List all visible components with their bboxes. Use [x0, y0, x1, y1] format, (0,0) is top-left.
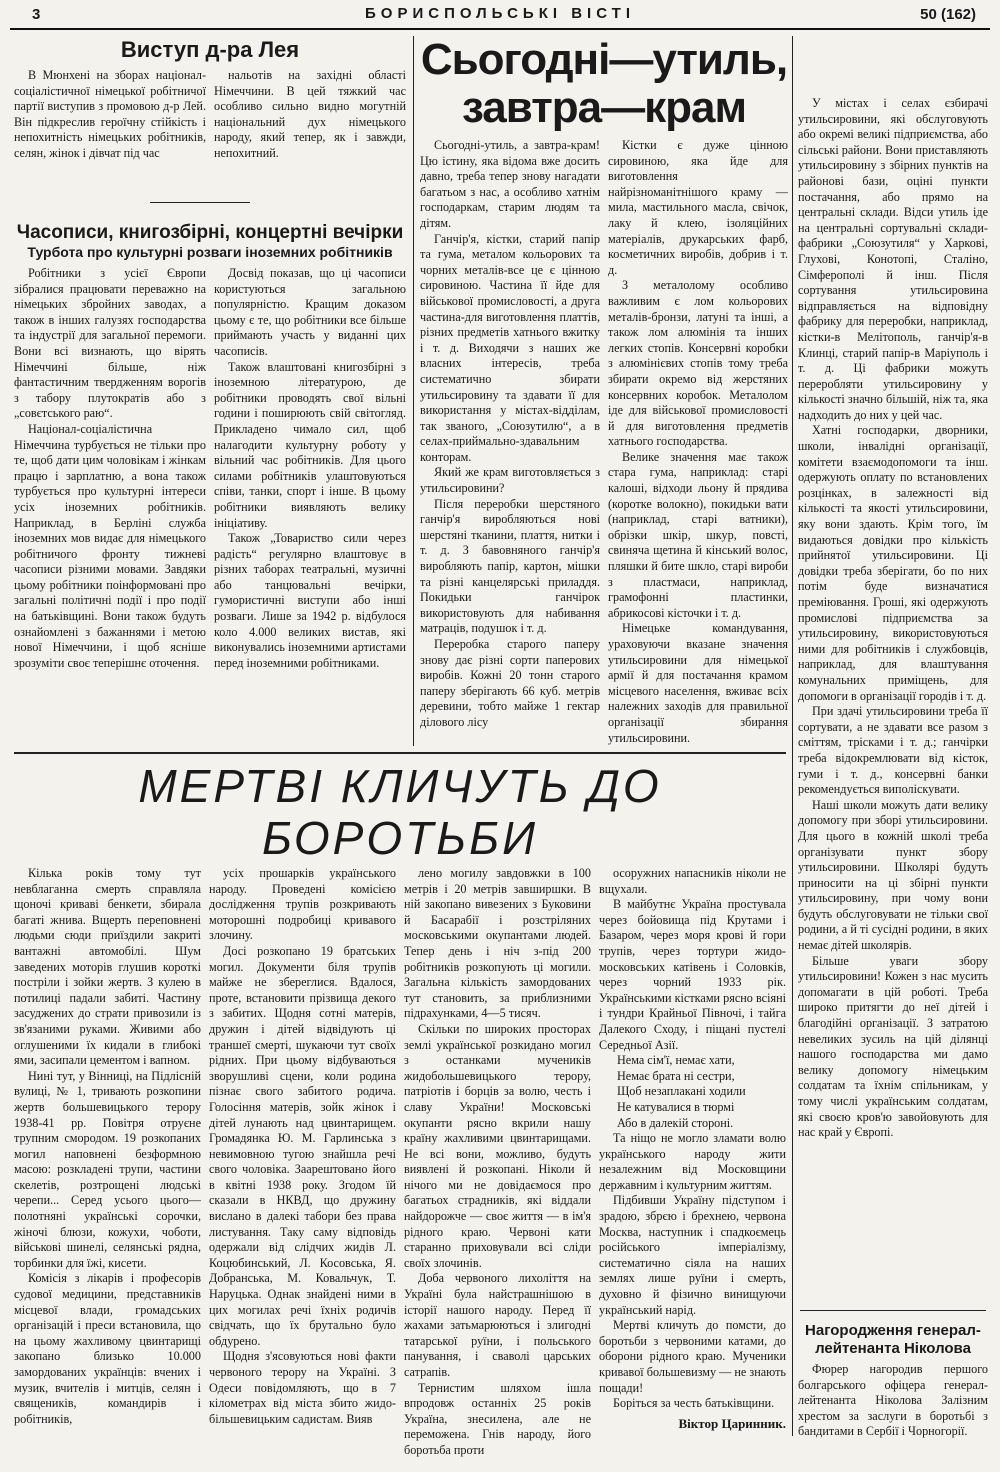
- article-dead-call: [14, 760, 786, 1468]
- masthead: БОРИСПОЛЬСЬКІ ВІСТІ: [365, 5, 635, 22]
- column-rule: [413, 36, 414, 746]
- poem-line: Немає брата ні сестри,: [617, 1068, 735, 1083]
- article-speech: [14, 36, 406, 196]
- article-title: Нагородження генерал-лейтенанта Ніколова: [805, 1322, 981, 1357]
- article-utility: [420, 36, 788, 746]
- page-number: 3: [32, 6, 41, 23]
- article-title: Сьогодні—утиль, завтра—крам: [420, 36, 788, 132]
- article-award: [798, 1322, 988, 1468]
- section-rule: [14, 752, 786, 754]
- poem-line: Нема сім'ї, немає хати,: [617, 1053, 735, 1068]
- article-column: усіх прошарків українського народу. Проведені комісією дослідження трупів розкривають моторошні подробиці кривавого злочину. Досі розкопано 19 братських могил. Документи біля трупів майже не збереглися. Вдалося, проте, встановити прізвища декого з забитих. Щодня сотні матерів, дружин і дітей відвідують ці траншеї смерті, шукаючи тут своїх рідних. При цьому відбуваються зворушливі сцени, коли родина пізнає свого забитого родича. Голосіння матерів, зойк жінок і дітей лунають над цвинтарищем. Громадянка Ю. М. Гарлинська з невимовною тугою знайшла речі свого чоловіка. Заарештовано його в квітні 1938 року. Згодом їй сказали в НКВД, що дружину вислано в далекі табори без права листування. Таку саму відповідь одержали від слідчих жидів Л. Коцюбинський, Л. Косовська, Я. Добранська, М. Ковальчук, Т. Наруцька. Однак знайдені ними в цих могилах речі їхніх родичів свідчать, що їх брутально було обдурено. Щодня з'ясовуються нові факти червоного терору на Україні. З Одеси повідомляють, що в 7 кілометрах від міста збито жидо-більшевицьким садистам. Вияв: [209, 866, 396, 1426]
- article-column: В Мюнхені на зборах націонал-соціалістичної німецької робітничої партії виступив з промовою д-р Лей. Він підкреслив героїчну стійкість і непохитність німецьких робітників, селян, жінок і дівчат під час: [14, 68, 206, 160]
- article-title: Часописи, книгозбірні, концертні вечірки: [16, 222, 404, 243]
- article-column: У містах і селах єзбирачі утильсировини, які обслуговують або окремі великі підприємства, або сільські райони. Вони приставляють утильсировину з збірних пунктів на районові бази, оціні пункти постачання, або прямо на центральні склади. Відси утиль іде на центральні сортувальні склади-фабрики „Союзутиля“ у Харкові, Глухові, Конотопі, Сталіно, Сімферополі й інш. Після сортування утильсировина відправляється на відповідну фабрику для переробки, наприклад, кістки-в Мелітополь, ганчір'я-в Клинці, старий папір-в Маріуполь і т. д. Ці фабрики можуть переробляти утильсировину у кількості значно більшій, ніж та, яка надходить до них у цей час. Хатні господарки, дворники, школи, інвалідні організації, комітети взаємодопомоги та інш. одержують оплату по встановлених розцінках, в залежності від кількості та якості утильсировини, яку вони здають. Крім того, їм видаються довідки про кількість прийнятої утильсировини. Ці довідки треба зберігати, бо по них потім буде визначатися преміювання. Гроші, які одержують промислові підприємства за утильсировину, використовуються ними для робітників і службовців, наприклад, для влаштування комунальних приміщень, для допомоги в організації городів і т. д. При здачі утильсировини треба її сортувати, а не здавати все разом з сміттям, трісками і т. д.; ганчірки треба відокремлювати від кісток, гуми і т. д., консервні банки рекомендується виполіскувати. Наші школи можуть дати велику допомогу при зборі утильсировини. Для цього в кожній школі треба організувати пункт збору утильсировини. Школярі будуть приносити на ці збірні пункти утильсировину, при чому вони будуть обслуговувати не тільки свої родини, а й ті сусідні родини, в яких немає дітей школярів. Більше уваги збору утильсировини! Кожен з нас мусить допомагати в цій роботі. Треба широко притягти до неї дітей і благодійні організації. З затратою невеликих зусиль на цій ділянці нашого господарства ми дамо велику допомогу німецьким солдатам та їхнім спільникам, у тому числі українським солдатам, які своєю кров'ю завойовують для нас край у Європі.: [798, 96, 988, 1140]
- article-headline: МЕРТВІ КЛИЧУТЬ ДО БОРОТЬБИ: [138, 760, 662, 864]
- article-column: Кістки є дуже цінною сировиною, яка йде для виготовлення найрізноманітнішого краму — мила, мастильного масла, свічок, лаку й клею, ізоляційних матеріалів, друкарських фарб, косметичних виробів, добрив і т. д. З металолому особливо важливим є лом кольорових металів-бронзи, латуні та інші, а також лом алюмінія та інших легких стопів. Консервні коробки з алюмінієвих стопів тому треба збирати окремо від жерстяних консервних коробок. Металолом іде для військової промисловості й для виготовлення предметів хатнього господарства. Велике значення має також стара гума, наприклад: старі калоші, відходи льону й прядива (коротке волокно), покидьки вати (наприклад, старі ватники), обрізки шкір, шкур, повсті, свиняча щетина й кінський волос, пляшки й бите шкло, старі вироби з пластмаси, наприклад, грамофонні пластинки, абрикосові кісточки і т. д. Німецьке командування, ураховуючи вказане значення утильсировини для німецької армії й для постачання крамом місцевого населення, вживає всіх належних заходів для правильної організації збирання утильсировини.: [608, 138, 788, 745]
- article-column: Робітники з усієї Європи зібралися працювати переважно на німецьких збройних заводах, а також в інших галузях господарства та індустрії для загальної перемоги. Вони всі визнають, що вірять Німеччині більше, ніж фантастичним твердженням ворогів з табору плутократів або з „совєтського раю“. Націонал-соціалістична Німеччина турбується не тільки про те, щоб дати цим чоловікам і жінкам працю і зарплатню, а вона також турбується про культурні інтереси усіх іноземних робітників. Наприклад, в Берліні служба іноземних мов видає для німецького робітничого фронту тижневі часописи різними мовами. Завдяки цьому робітники поінформовані про загальні політичні події і про події на батьківщині. Вони також будуть ознайомлені з бажаннями і метою нової Німеччини, і щоб ясніше зрозуміти своє теперішнє оточення.: [14, 266, 206, 670]
- article-column: Досвід показав, що ці часописи користуються загальною популярністю. Кращим доказом цьому є те, що робітники все більше приймають участь у виданні цих часописів. Також влаштовані книгозбірні з іноземною літературою, де робітники проводять свої вільні години і поширюють свій світогляд. Прикладено чимало сил, щоб налагодити культурну роботу у вільний час робітників. Для цього силами робітників улаштовуються співи, танки, спорт і інше. В цьому робітники виявляють велику ініціативу. Також „Товариство сили через радість“ регулярно влаштовує в різних таборах театральні, музичні або танцювальні вечірки, гумористичні виступи або інші розваги. Лише за 1942 р. відбулося коло 4.000 великих вистав, які виконувались іноземними артистами перед іноземними робітниками.: [214, 266, 406, 670]
- article-subtitle: Турбота про культурні розваги іноземних робітників: [27, 244, 393, 260]
- divider: [150, 202, 250, 203]
- article-periodicals: [14, 222, 406, 746]
- poem-line: Щоб незаплакані ходили: [617, 1084, 746, 1099]
- issue-number: 50 (162): [920, 6, 976, 23]
- article-column: Сьогодні-утиль, а завтра-крам! Цю істину, яка відома вже досить давно, треба тепер знову нагадати багатьом з нас, а особливо хатнім господаркам, старим людям та дітям. Ганчір'я, кістки, старий папір та гума, металом кольорових та чорних металів-все це є цінною сировиною. Частина її йде для військової промисловості, а друга частина-для виготовлення платтів, різних предметів хатнього вжитку і т. д. Виходячи з наших же власних інтересів, треба систематично збирати утильсировину та здавати її для використання у містах-відділам, так званого, „Союзутилю“, а в селах-приймально-здавальним конторам. Який же крам виготовляється з утильсировини? Після переробки шерстяного ганчір'я виробляються нові шерстяні тканини, плаття, нитки і т. д. З бавовняного ганчір'я виробляють папір, картон, мішки та різні канцелярські приладдя. Покидьки ганчірок використовують для набивання матраців, подушок і т. д. Переробка старого паперу знову дає різні сорти паперових виробів. Кожні 20 тонн старого паперу зберігають 66 куб. метрів деревини, тобто майже 1 гектар ділового лісу: [420, 138, 600, 729]
- article-title: Виступ д-ра Лея: [120, 37, 300, 62]
- divider: [800, 1310, 986, 1311]
- poem-line: Не катувалися в тюрмі: [617, 1099, 735, 1114]
- poem-line: Або в далекій стороні.: [617, 1115, 734, 1130]
- page-header: [10, 0, 990, 30]
- article-column: Фюрер нагородив першого болгарського офіцера генерал-лейтенанта Ніколова Залізним хрестом за заслуги в боротьбі з бандитами в Сербії і Чорногорії.: [798, 1362, 988, 1439]
- author-signature: Віктор Царинник.: [678, 1415, 786, 1431]
- article-column: нальотів на західні області Німеччини. В цей тяжкий час особливо сильно видно могутній національний дух німецького народу, який тепер, як і завжди, непохитний.: [214, 68, 406, 160]
- article-utility-continued: [798, 96, 988, 1304]
- article-column: Кілька років тому тут невблаганна смерть справляла щоночі криваві бенкети, збирала багаті жнива. Вщерть переповнені людьми сюди приїздили закриті вантажні автомобілі. Шум заведених моторів глушив короткі постріли і зойки жертв. З кулею в потилиці падали забиті. Частину засуджених до страти привозили із зв'язаними руками. Живими або оглушеними їх кидали в глибокі ями, засипали цементом і вапном. Нині тут, у Вінниці, на Підлісній вулиці, № 1, тривають розкопини жертв большевицького терору 1938-41 рр. Повітря отруєне трупним смородом. 19 розкопаних могил наповнені безформною масою: розкладені трупи, частини скелетів, розтрощені людські черепи... Серед усього цього—полотняні українські сорочки, жіночі блюзи, кожухи, чоботи, військові шинелі, селянські ряднa, торбинки для їжі, кисети. Комісія з лікарів і професорів судової медицини, представників місцевої влади, громадських організацій і преси встановила, що на цьому жахливому цвинтарищі закопано близько 10.000 замордованих українців: вчених і музик, вчителів і митців, селян і священиків, командирів і робітників,: [14, 866, 201, 1426]
- column-rule: [792, 36, 793, 1436]
- article-column: осоружних напасників ніколи не вщухали. В майбутнє Україна простувала через бойовища під Крутами і Базаром, через моря крові й гори трупів, через тортури жидо-московських катівень і Соловків, через чорний 1933 рік. Українськими кістками рясно всіяні і тундри Крайньої Півночі, і тайга Далекого Сходу, і піщані пустелі Середньої Азії. Нема сім'ї, немає хати, Немає брата ні сестри, Щоб незаплакані ходили Не катувалися в тюрмі Або в далекій стороні. Та ніщо не могло зламати волю українського народу жити незалежним від Московщини державним і культурним життям. Підбивши Україну підступом і зрадою, збрєю і брехнею, червона Москва, наступник і спадкоємець російського імперіалізму, систематично сіяла на наших землях лише руїни і смерть, духовно й фізично винищуючи український нарід. Мертві кличуть до помсти, до боротьби з червоними катами, до оборони рідного краю. Мученики кривавої большевизму — не знають пощади! Боріться за честь батьківщини. Віктор Царинник.: [599, 866, 786, 1431]
- article-column: лено могилу завдовжки в 100 метрів і 20 метрів завширшки. В ній закопано вивезених з Буковини й Басарабії і розстріляних московськими окупантами людей. Тепер день і ніч з-під 200 робітників розкопують ці могили. Загальна кількість замордованих тут становить, за приблизними підрахунками, 4—5 тисяч. Скільки по широких просторах землі української розкидано могил з останками мучеників жидобольшевицького терору, патріотів і борців за волю, честь і славу України! Московські окупанти рясно вкрили нашу країну жахливими цвинтарищами. Не всі вони, можливо, будуть виявлені й розкопані. Ніколи й нічого ми не довідаємося про багатьох страдників, які віддали найдорожче — своє життя — в ім'я рідного краю. Червоні кати старанно приховували всі сліди своїх злочинів. Доба червоного лихоліття на Україні була найстрашнішою в історії нашого народу. Перед її жахами затьмарюються і злигодні татарської руїни, і польського панування, і сваволі царських сатрапів. Тернистим шляхом ішла впродовж останніх 25 років Україна, знесилена, але не переможена. Гнів народу, його боротьба проти: [404, 866, 591, 1457]
